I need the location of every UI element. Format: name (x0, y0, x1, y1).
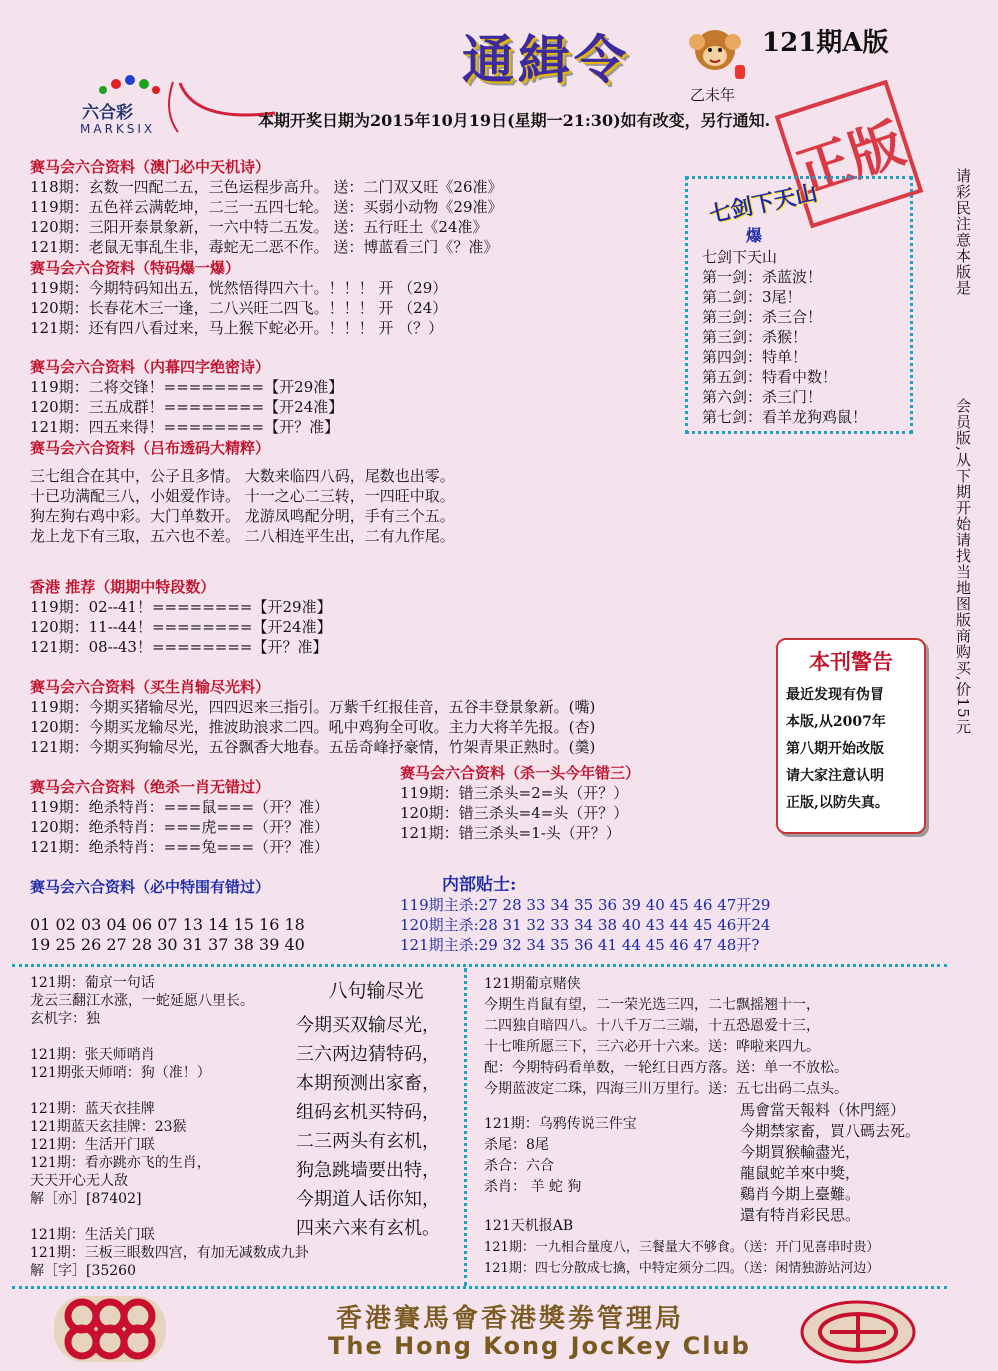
list-item: 120期：11--44！========【开24准】 (30, 618, 332, 636)
list-item: 三六两边猜特码， (296, 1044, 440, 1065)
list-item: 121天机报AB (484, 1218, 574, 1234)
list-item: 龍鼠蛇羊來中獎， (740, 1164, 861, 1182)
list-item: 天天开心无人敌 (30, 1173, 128, 1189)
list-item: 121期：一九相合量度八，三餐量大不够食。（送：开门见喜串时贵） (484, 1240, 880, 1255)
list-item: 第三剑：杀猴！ (702, 328, 808, 346)
list-item: 19 25 26 27 28 30 31 37 38 39 40 (30, 935, 305, 954)
list-item: 今期買猴輸盡光， (740, 1143, 861, 1161)
side-notice-top: 请彩民注意本版是 (954, 168, 972, 296)
section-title: 赛马会六合资料（特码爆一爆） (30, 259, 241, 277)
list-item: 第七剑：看羊龙狗鸡鼠！ (702, 408, 868, 426)
list-item: 120期：长春花木三一逢，二八兴旺二四飞。！！！ 开 （24） (30, 299, 448, 317)
list-item: 121期：绝杀特肖：===兔===（开？准） (30, 838, 330, 856)
list-item: 正版,以防失真。 (786, 795, 889, 811)
list-item: 第四剑：特单！ (702, 348, 808, 366)
side-notice-bottom: 会员版,从下期开始请找当地图版商购买,价15元 (954, 398, 972, 735)
section-kill-zodiac (30, 776, 390, 857)
page-title: 通緝令 (462, 30, 631, 91)
list-item: 119期主杀:27 28 33 34 35 36 39 40 45 46 47开29 (400, 896, 771, 914)
list-item: 鷄肖今期上臺難。 (740, 1185, 861, 1203)
list-item: 请大家注意认明 (786, 768, 884, 784)
list-item: 121期：葡京一句话 (30, 975, 155, 991)
seven-swords-banner: 七剑下天山 (706, 179, 820, 229)
list-item: 121期：生活开门联 (30, 1137, 155, 1153)
list-item: 二四独自暗四八。十八千万二三端，十五恐恩爱十三， (484, 1018, 820, 1034)
list-item: 本版,从2007年 (786, 714, 886, 730)
list-item: 杀肖： 羊 蛇 狗 (484, 1179, 582, 1195)
hkjc-logo-right (800, 1300, 916, 1364)
list-item: 龙云三翻江水涨，一蛇延愿八里长。 (30, 993, 254, 1009)
list-item: 119期：02--41！========【开29准】 (30, 598, 332, 616)
list-item: 121期：看亦跳亦飞的生肖， (30, 1155, 211, 1171)
section-four-char (30, 356, 450, 458)
section-title: 赛马会六合资料（杀一头今年错三） (400, 764, 641, 782)
section-macau-poem (30, 156, 690, 338)
seven-swords-box (685, 176, 913, 434)
list-item: 配：今期特码看单数，一轮红日西方落。送：单一不放松。 (484, 1060, 848, 1076)
section-title: 赛马会六合资料（买生肖输尽光料） (30, 678, 271, 696)
oracle-block (484, 1216, 944, 1279)
burst-label: 爆 (746, 226, 763, 245)
draw-date-notice: 本期开奖日期为2015年10月19日(星期一21:30)如有改变，另行通知. (258, 111, 771, 130)
section-insider-tips (400, 870, 820, 955)
list-item: 121期：张天师哨肖 (30, 1047, 155, 1063)
brand-cn: 六合彩 (82, 103, 133, 123)
year-label: 乙未年 (690, 86, 736, 104)
footer-org-cn: 香港賽馬會香港獎劵管理局 (336, 1304, 685, 1334)
list-item: 今期道人话你知， (296, 1189, 440, 1210)
list-item: 十已功满配三八，小姐爱作诗。 十一之心二三转，一四旺中取。 (30, 487, 455, 505)
list-item: 今期生肖鼠有望，二一荣光选三四，二七飘摇翘十一， (484, 997, 820, 1013)
bottom-divider (12, 964, 947, 967)
footer-org-en: The Hong Kong JocKey Club (328, 1332, 751, 1360)
list-item: 118期：玄数一四配二五，三色运程步高升。 送：二门双又旺《26准》 (30, 178, 503, 196)
list-item: 119期：今期特码知出五，恍然悟得四六十。！！！ 开 （29） (30, 279, 448, 297)
list-item: 组码玄机买特码， (296, 1102, 440, 1123)
list-item: 121期：还有四八看过来，马上猴下蛇必开。！！！ 开 （？） (30, 319, 444, 337)
poem-block (296, 976, 456, 1243)
list-item: 三七组合在其中，公子且多情。 大数来临四八码，尾数也出零。 (30, 467, 455, 485)
hkjc-logo-left (52, 1292, 168, 1366)
list-item: 四来六来有玄机。 (296, 1218, 440, 1239)
list-item: 第二剑：3尾！ (702, 288, 802, 306)
list-item: 杀尾：8尾 (484, 1137, 549, 1153)
section-title: 香港 推荐（期期中特段数） (30, 578, 216, 596)
list-item: 十七唯所愿三下，三六必开十六来。送：哗啦来四九。 (484, 1039, 820, 1055)
list-item: 第六剑：杀三门！ (702, 388, 823, 406)
list-item: 120期：三阳开泰景象新，一六中特二五发。 送：五行旺土《24准》 (30, 218, 488, 236)
list-item: 最近发现有伪冒 (786, 687, 884, 703)
list-item: 第三剑：杀三合！ (702, 308, 823, 326)
list-item: 解［亦］[87402] (30, 1191, 142, 1207)
list-item: 121期：四五来得！========【开？准】 (30, 418, 340, 436)
section-hk-segments (30, 576, 450, 657)
section-title: 赛马会六合资料（必中特围有错过） (30, 878, 271, 896)
list-item: 今期禁家畜，買八碼去死。 (740, 1122, 921, 1140)
list-item: 120期：绝杀特肖：===虎===（开？准） (30, 818, 330, 836)
list-item: 121期葡京赌侠 (484, 976, 581, 992)
marksix-logo (78, 72, 188, 142)
genuine-stamp: 正版 (775, 80, 924, 229)
list-item: 第五剑：特看中数！ (702, 368, 838, 386)
bottom-right-top (484, 974, 944, 1100)
section-buy-zodiac (30, 676, 750, 757)
list-item: 121期：蓝天衣挂牌 (30, 1101, 155, 1117)
list-item: 119期：五色祥云满乾坤，二三一五四七轮。 送：买弱小动物《29准》 (30, 198, 503, 216)
list-item: 121期张天师哨：狗（准！） (30, 1065, 211, 1081)
list-item: 120期：今期买龙输尽光，推波助浪求二四。吼中鸡狗全可收。主力大将羊先报。(杏) (30, 718, 596, 736)
hkjc-knot-icon (52, 1292, 168, 1366)
list-item: 119期：绝杀特肖：===鼠===（开？准） (30, 798, 330, 816)
warning-box (776, 638, 926, 834)
section-title: 赛马会六合资料（绝杀一肖无错过） (30, 778, 271, 796)
list-item: 解［字］[35260 (30, 1263, 136, 1279)
list-item: 第八期开始改版 (786, 741, 884, 757)
list-item: 120期：三五成群！========【开24准】 (30, 398, 344, 416)
list-item: 七剑下天山 (702, 248, 778, 266)
list-item: 狗急跳墙要出特， (296, 1160, 440, 1181)
horse-news (740, 1100, 950, 1226)
list-item: 121期主杀:29 32 34 35 36 41 44 45 46 47 48开? (400, 936, 760, 954)
list-item: 二三两头有玄机， (296, 1131, 440, 1152)
list-item: 馬會當天報料（休門經） (740, 1101, 906, 1119)
section-kill-head (400, 762, 700, 843)
section-number-range (30, 876, 410, 955)
section-title: 赛马会六合资料（内幕四字绝密诗） (30, 358, 271, 376)
warning-title: 本刊警告 (809, 649, 893, 674)
footer-divider (12, 1286, 947, 1289)
list-item: 121期：错三杀头=1-头（开？） (400, 824, 621, 842)
section-lubu-poem (30, 466, 670, 546)
section-title: 内部贴士: (442, 875, 517, 895)
list-item: 121期：生活关门联 (30, 1227, 155, 1243)
list-item: 119期：错三杀头=2=头（开？） (400, 784, 629, 802)
jockey-club-seal-icon (800, 1300, 916, 1364)
section-title: 赛马会六合资料（吕布透码大精粹） (30, 439, 271, 457)
seven-swords-list (702, 247, 867, 427)
list-item: 119期：今期买猪输尽光，四四迟来三指引。万紫千红报佳音，五谷丰登景象新。(嘴) (30, 698, 596, 716)
list-item: 120期主杀:28 31 32 33 34 38 40 43 44 45 46开24 (400, 916, 771, 934)
list-item: 121期：乌鸦传说三件宝 (484, 1116, 637, 1132)
list-item: 121期：08--43！========【开？准】 (30, 638, 328, 656)
list-item: 還有特肖彩民思。 (740, 1206, 861, 1224)
list-item: 01 02 03 04 06 07 13 14 15 16 18 (30, 915, 305, 934)
monkey-mascot-icon (680, 20, 750, 90)
issue-label: 121期A版 (762, 28, 889, 58)
list-item: 玄机字：独 (30, 1011, 100, 1027)
crow-legend (484, 1114, 714, 1198)
list-item: 本期预测出家畜， (296, 1073, 440, 1094)
list-item: 120期：错三杀头=4=头（开？） (400, 804, 629, 822)
bottom-column-divider (464, 968, 467, 1286)
list-item: 121期：老鼠无事乱生非，毒蛇无二恶不作。 送：博蓝看三门《？准》 (30, 238, 499, 256)
list-item: 今期蓝波定二珠，四海三川万里行。送：五七出码二点头。 (484, 1081, 848, 1097)
list-item: 杀合：六合 (484, 1158, 554, 1174)
list-item: 121期：三板三眼数四宫，有加无减数成九卦 (30, 1245, 309, 1261)
list-item: 第一剑：杀蓝波！ (702, 268, 823, 286)
list-item: 龙上龙下有三取，五六也不差。 二八相连平生出，二有九作尾。 (30, 527, 455, 545)
list-item: 121期：今期买狗输尽光，五谷飘香大地春。五岳奇峰抒豪情，竹架青果正熟时。(羹) (30, 738, 596, 756)
section-title: 赛马会六合资料（澳门必中天机诗） (30, 158, 271, 176)
list-item: 121期：四七分散成七擒，中特定须分二四。（送：闲情独游站河边） (484, 1261, 880, 1276)
list-item: 121期蓝天玄挂牌：23猴 (30, 1119, 187, 1135)
poem-title: 八句输尽光 (328, 980, 424, 1002)
brand-en: MARKSIX (80, 122, 156, 136)
list-item: 119期：二将交锋！========【开29准】 (30, 378, 344, 396)
list-item: 狗左狗右鸡中彩。大门单数开。 龙游凤鸣配分明，手有三个五。 (30, 507, 455, 525)
list-item: 今期买双输尽光， (296, 1015, 440, 1036)
